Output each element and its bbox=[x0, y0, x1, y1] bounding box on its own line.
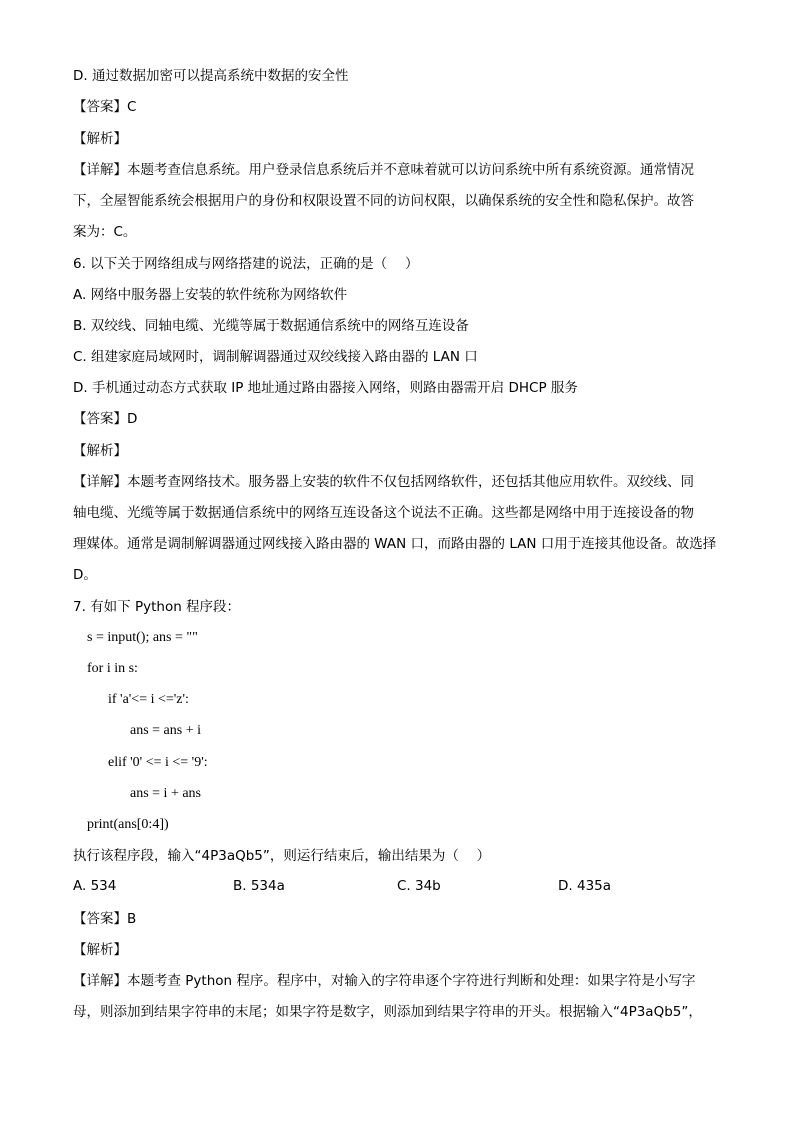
question-6-option-b: B. 双绞线、同轴电缆、光缆等属于数据通信系统中的网络互连设备 bbox=[73, 318, 469, 334]
explanation-line: 【详解】本题考查信息系统。用户登录信息系统后并不意味着就可以访问系统中所有系统资源。通常情况 bbox=[73, 162, 694, 178]
question-6-option-c: C. 组建家庭局域网时，调制解调器通过双绞线接入路由器的 LAN 口 bbox=[73, 349, 478, 365]
explanation-line: 【详解】本题考查 Python 程序。程序中，对输入的字符串逐个字符进行判断和处理：如果字符是小写字 bbox=[73, 973, 696, 989]
explanation-line: 【详解】本题考查网络技术。服务器上安装的软件不仅包括网络软件，还包括其他应用软件。双绞线、同 bbox=[73, 474, 694, 490]
option-d-q5: D. 通过数据加密可以提高系统中数据的安全性 bbox=[73, 68, 349, 84]
explanation-line: 下，全屋智能系统会根据用户的身份和权限设置不同的访问权限，以确保系统的安全性和隐私保护。故答 bbox=[73, 193, 694, 209]
explanation-line: 轴电缆、光缆等属于数据通信系统中的网络互连设备这个说法不正确。这些都是网络中用于连接设备的物 bbox=[73, 505, 694, 521]
question-7-prompt: 执行该程序段，输入“4P3aQb5”，则运行结束后，输出结果为（ ） bbox=[73, 848, 491, 864]
question-7-option-a: A. 534 bbox=[73, 878, 117, 894]
code-line: if 'a'<= i <='z': bbox=[108, 692, 189, 707]
question-6-option-d: D. 手机通过动态方式获取 IP 地址通过路由器接入网络，则路由器需开启 DHCP 服务 bbox=[73, 380, 578, 396]
analysis-label-q6: 【解析】 bbox=[73, 443, 127, 459]
question-6-stem: 6. 以下关于网络组成与网络搭建的说法，正确的是（ ） bbox=[73, 256, 419, 272]
explanation-line: 理媒体。通常是调制解调器通过网线接入路由器的 WAN 口，而路由器的 LAN 口用于连接其他设备。故选择 bbox=[73, 536, 717, 552]
analysis-label-q5: 【解析】 bbox=[73, 131, 127, 147]
explanation-line: 母，则添加到结果字符串的末尾；如果字符是数字，则添加到结果字符串的开头。根据输入“4P3aQb5”， bbox=[73, 1004, 702, 1020]
analysis-label-q7: 【解析】 bbox=[73, 942, 127, 958]
code-line: elif '0' <= i <= '9': bbox=[108, 755, 208, 770]
question-7-stem: 7. 有如下 Python 程序段： bbox=[73, 599, 241, 615]
code-line: s = input(); ans = "" bbox=[87, 630, 198, 645]
answer-label-q5: 【答案】C bbox=[73, 99, 137, 115]
code-line: for i in s: bbox=[87, 661, 138, 676]
explanation-line: 案为：C。 bbox=[73, 224, 137, 240]
question-6-option-a: A. 网络中服务器上安装的软件统称为网络软件 bbox=[73, 287, 348, 303]
answer-label-q6: 【答案】D bbox=[73, 411, 138, 427]
question-7-option-b: B. 534a bbox=[233, 878, 285, 894]
question-7-option-c: C. 34b bbox=[397, 878, 441, 894]
answer-label-q7: 【答案】B bbox=[73, 911, 137, 927]
question-7-option-d: D. 435a bbox=[558, 878, 612, 894]
code-line: ans = i + ans bbox=[130, 786, 202, 801]
code-line: ans = ans + i bbox=[130, 723, 202, 738]
explanation-line: D。 bbox=[73, 567, 97, 583]
code-line: print(ans[0:4]) bbox=[87, 817, 169, 832]
